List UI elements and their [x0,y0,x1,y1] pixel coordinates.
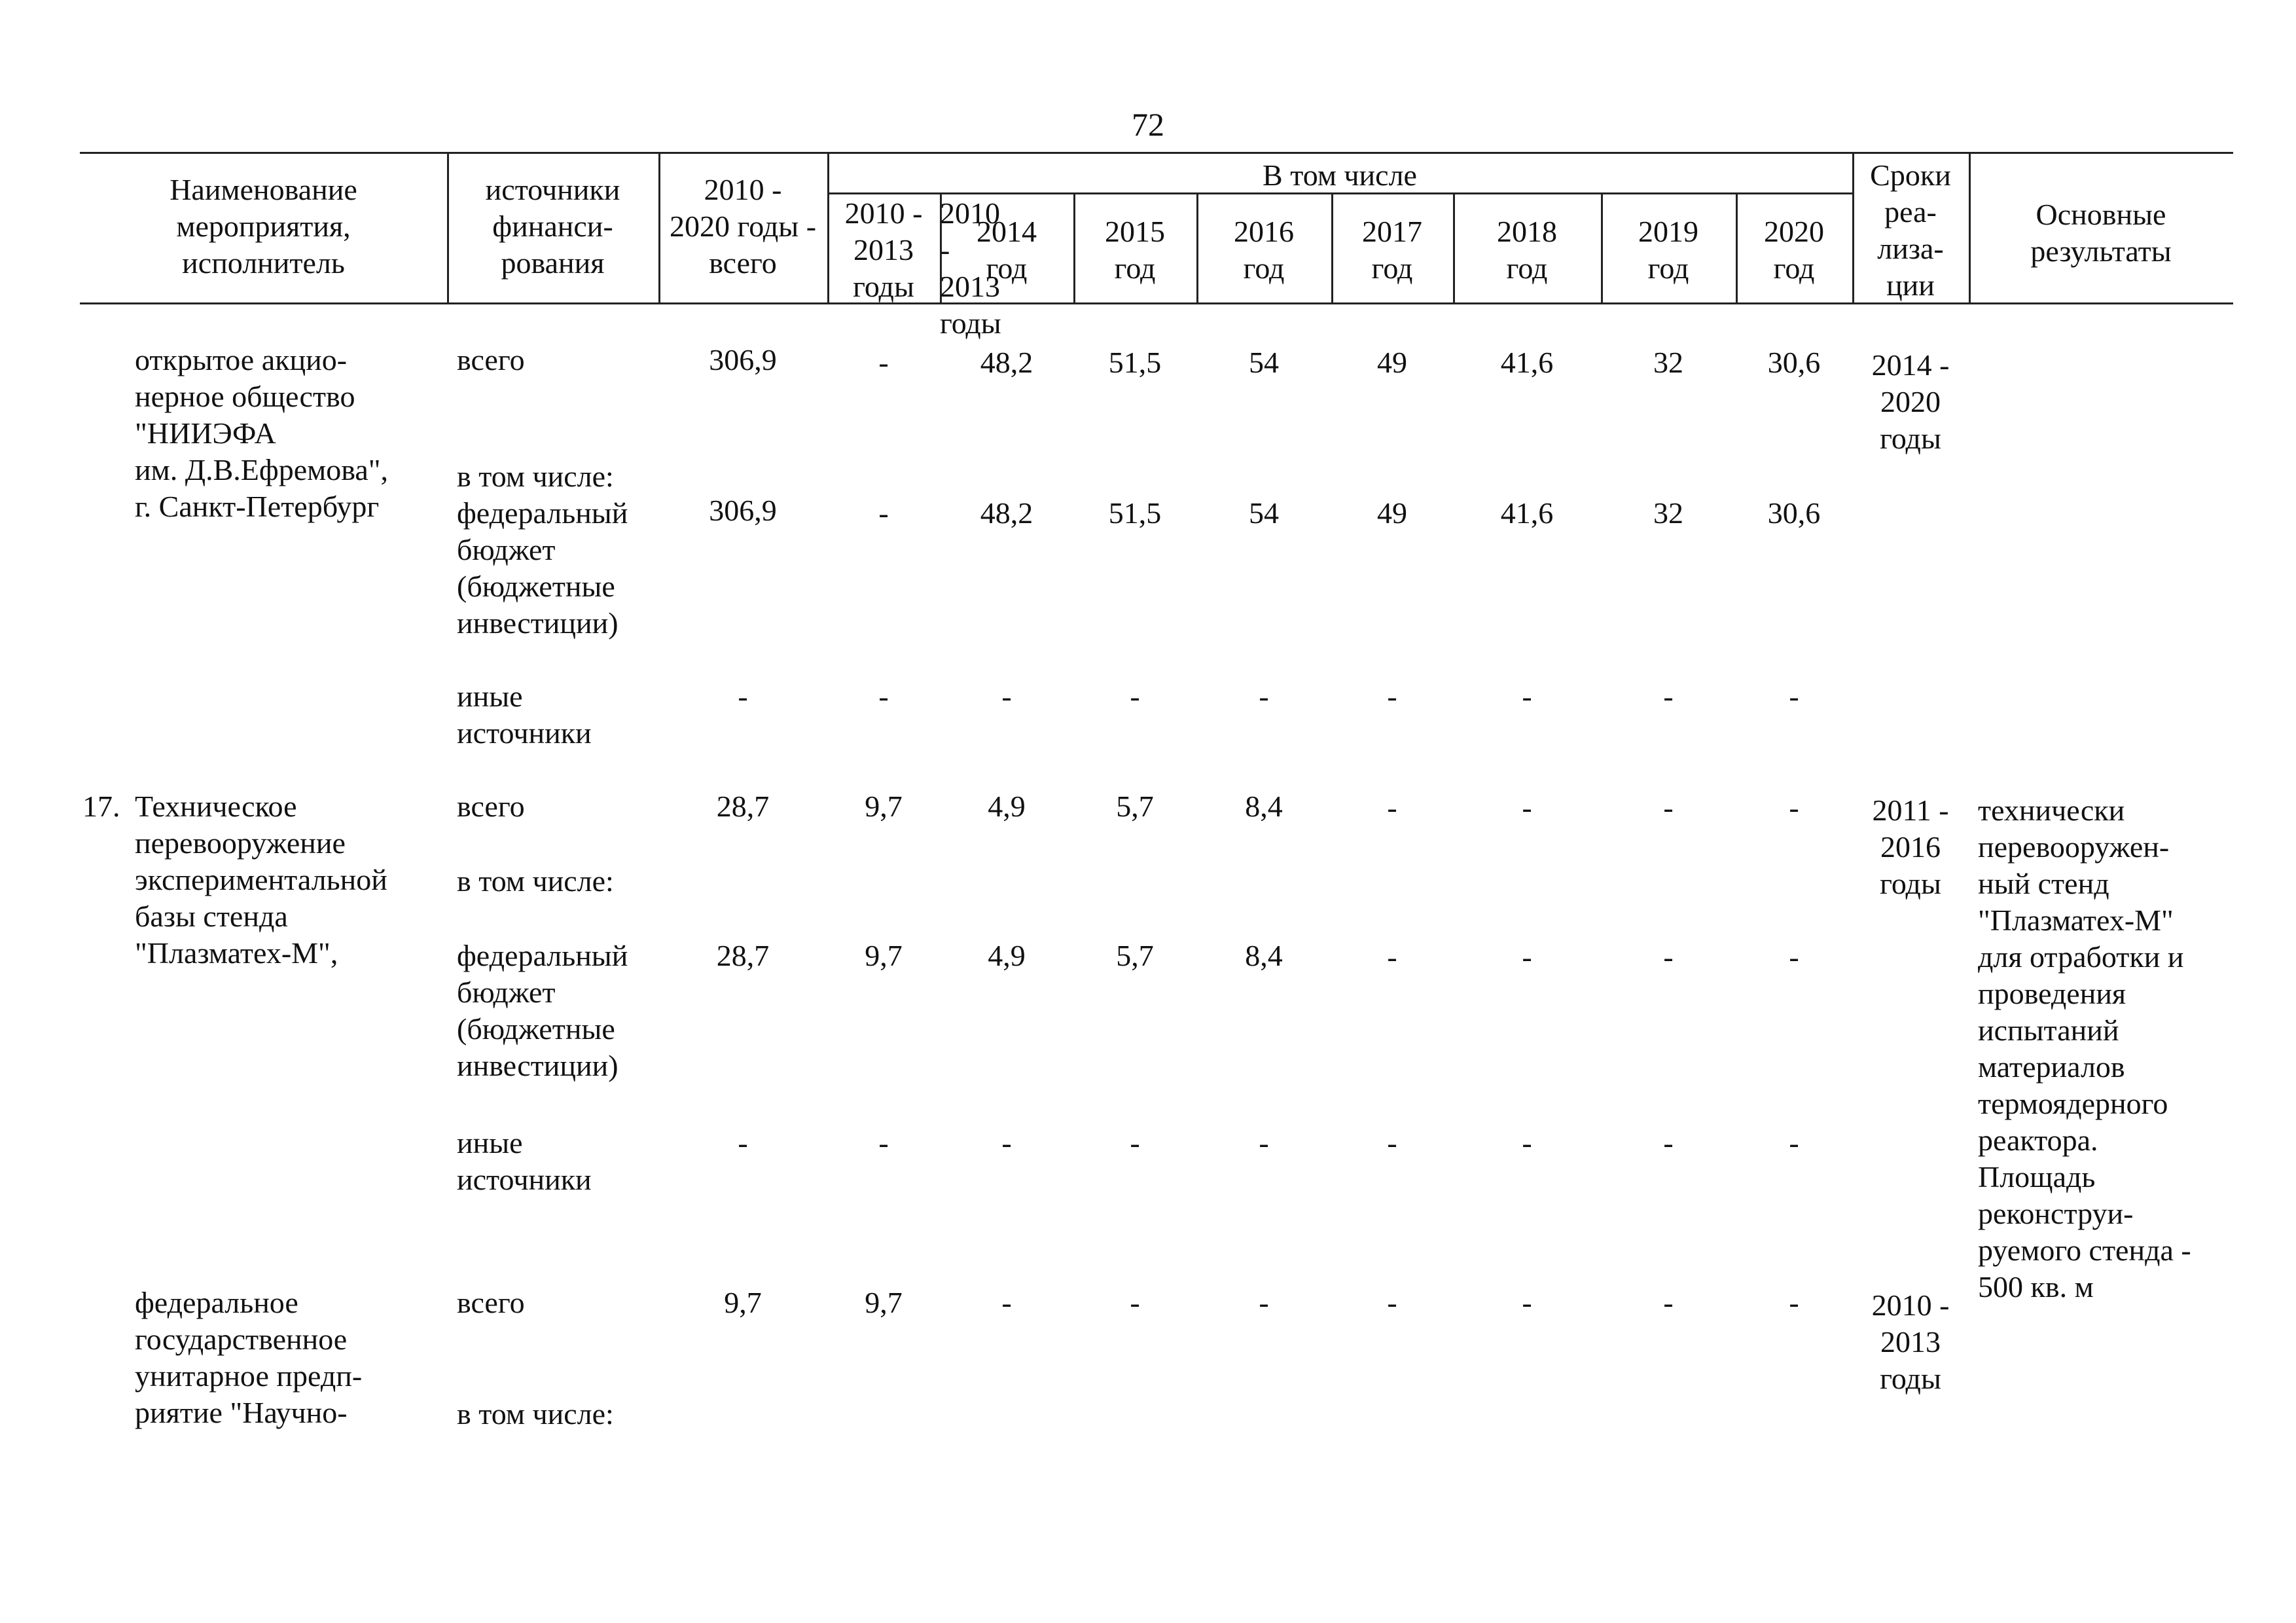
block1-row1-2015: 51,5 [1108,496,1162,530]
block2-row2-total: 28,7 [716,939,770,972]
header-2019: 2019 год [1638,215,1698,285]
block1-row1-2018: 41,6 [1500,496,1554,530]
block1-row2-2018: - [1522,680,1532,713]
block2-row0-2020: - [1789,791,1799,824]
block1-row2-2010-2013: - [878,680,889,713]
header-2017: 2017 год [1362,215,1422,285]
page-number: 72 [1132,106,1164,143]
header-including: В том числе [1263,158,1417,192]
block3-terms: 2010 - 2013 годы [1871,1288,1950,1395]
block2-row2-2010-2013: 9,7 [865,939,903,972]
block2-row1-source: в том числе: [457,864,614,898]
block2-row0-2010-2013: 9,7 [865,790,903,823]
block1-row0-total: 306,9 [709,343,777,376]
block1-row2-2017: - [1387,680,1397,713]
block1-row0-2019: 32 [1653,346,1683,379]
block1-row0-source: всего [457,343,525,376]
block1-row1-source: в том числе: федеральный бюджет (бюджетные инвестиции) [457,460,628,640]
block2-terms: 2011 - 2016 годы [1872,793,1949,900]
block3-row0-2015: - [1130,1286,1140,1319]
block2-row3-2010-2013: - [878,1126,889,1159]
block3-row0-2019: - [1663,1286,1674,1319]
block2-row2-2015: 5,7 [1116,939,1154,972]
block2-row0-total: 28,7 [716,790,770,823]
block2-row3-source: иные источники [457,1126,592,1196]
block3-row0-2018: - [1522,1286,1532,1319]
block3-row0-2016: - [1259,1286,1269,1319]
block1-row2-2020: - [1789,680,1799,713]
block1-row1-2010-2013: - [878,496,889,530]
header-2015: 2015 год [1105,215,1165,285]
block2-row2-2016: 8,4 [1245,939,1283,972]
header-total: 2010 - 2020 годы - всего [669,173,817,280]
block2-row0-2019: - [1663,791,1674,824]
block2-row2-2014: 4,9 [988,939,1026,972]
block3-row0-2020: - [1789,1286,1799,1319]
header-terms: Сроки реа- лиза- ции [1870,158,1951,302]
block1-row1-total: 306,9 [709,494,777,527]
block2-row2-source: федеральный бюджет (бюджетные инвестиции) [457,939,628,1082]
block3-row0-2010-2013: 9,7 [865,1286,903,1319]
block2-name: Техническое перевооружение экспериментальной базы стенда "Плазматех-М", [135,790,387,970]
block1-row2-2016: - [1259,680,1269,713]
block1-row1-2016: 54 [1249,496,1279,530]
block1-row0-2018: 41,6 [1500,346,1554,379]
block3-row0-source: всего [457,1286,525,1319]
block2-row3-2015: - [1130,1126,1140,1159]
header-2010-2013: 2010 - 2013 годы [844,196,923,303]
header-results: Основные результаты [2030,198,2172,268]
block1-row0-2010-2013: - [878,346,889,379]
block2-row3-2020: - [1789,1126,1799,1159]
block2-row3-2019: - [1663,1126,1674,1159]
block2-row2-2020: - [1789,940,1799,974]
block2-number: 17. [82,790,120,823]
block1-row2-source: иные источники [457,680,592,750]
header-2014: 2014 год [977,215,1037,285]
block1-row2-2019: - [1663,680,1674,713]
block2-row0-2017: - [1387,791,1397,824]
block3-row0-2014: - [1001,1286,1012,1319]
block2-row2-2017: - [1387,940,1397,974]
block2-row2-2018: - [1522,940,1532,974]
block2-row0-2014: 4,9 [988,790,1026,823]
header-2016: 2016 год [1234,215,1294,285]
block2-row3-2018: - [1522,1126,1532,1159]
block1-terms: 2014 - 2020 годы [1871,348,1950,455]
block1-row2-2014: - [1001,680,1012,713]
block1-row0-2020: 30,6 [1767,346,1821,379]
block3-name: федеральное государственное унитарное предп- риятие "Научно- [135,1286,363,1429]
header-source: источники финанси- рования [485,173,620,280]
block1-row0-2017: 49 [1377,346,1407,379]
block1-row0-2016: 54 [1249,346,1279,379]
block1-name: открытое акцио- нерное общество "НИИЭФА им. Д.В.Ефремова", г. Санкт-Петербург [135,343,389,523]
block1-row1-2019: 32 [1653,496,1683,530]
block2-row2-2019: - [1663,940,1674,974]
block2-row0-2015: 5,7 [1116,790,1154,823]
header-2020: 2020 год [1764,215,1824,285]
block3-row0-total: 9,7 [724,1286,762,1319]
header-top-rule [80,152,2233,154]
block2-row3-2016: - [1259,1126,1269,1159]
block2-row0-source: всего [457,790,525,823]
block2-row3-2017: - [1387,1126,1397,1159]
block1-row2-total: - [738,680,748,713]
block1-row1-2017: 49 [1377,496,1407,530]
block1-row2-2015: - [1130,680,1140,713]
block1-row1-2020: 30,6 [1767,496,1821,530]
block2-results: технически перевооружен- ный стенд "Плазматех-М" для отработки и проведения испытаний материалов термоядерного реактора. Площадь реконструи- руемого стенда - 500 кв. м [1978,793,2191,1304]
block2-row3-total: - [738,1126,748,1159]
block2-row0-2016: 8,4 [1245,790,1283,823]
block2-row0-2018: - [1522,791,1532,824]
block1-row0-2014: 48,2 [980,346,1033,379]
block1-row0-2015: 51,5 [1108,346,1162,379]
block3-row1-source: в том числе: [457,1397,614,1431]
block3-row0-2017: - [1387,1286,1397,1319]
block1-row1-2014: 48,2 [980,496,1033,530]
block2-row3-2014: - [1001,1126,1012,1159]
header-name: Наименование мероприятия, исполнитель [170,173,357,280]
header-2018: 2018 год [1497,215,1557,285]
